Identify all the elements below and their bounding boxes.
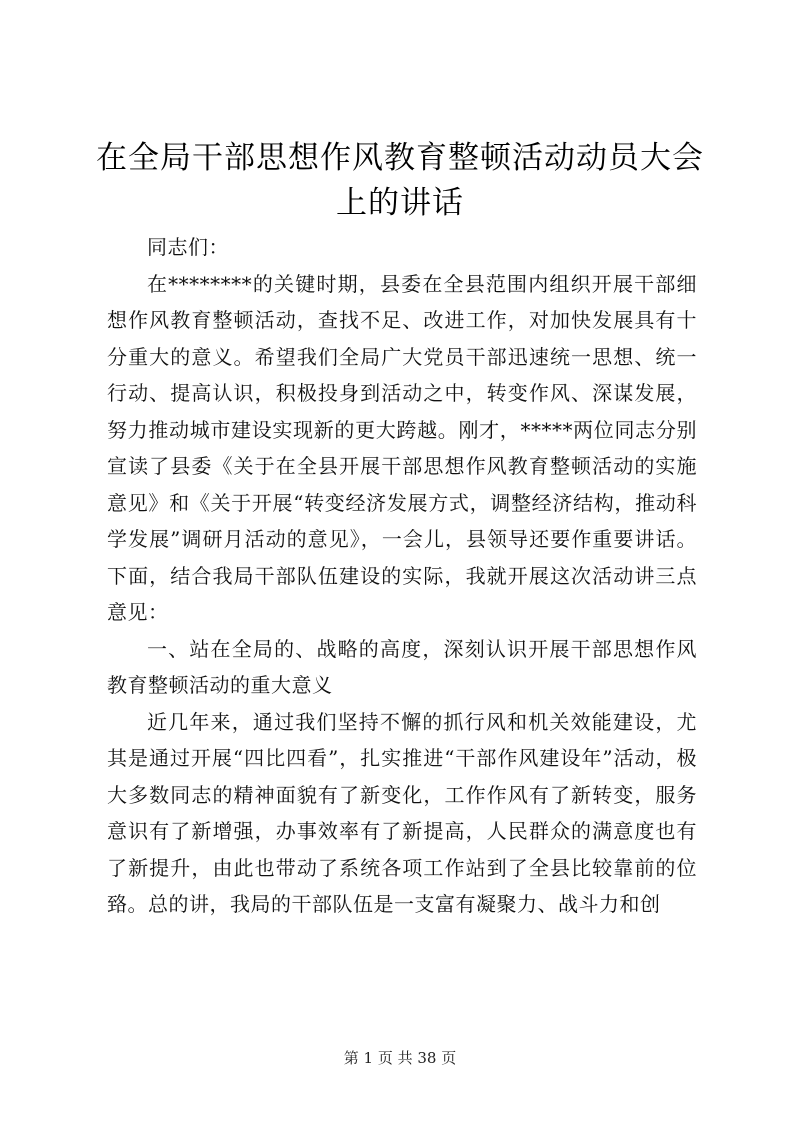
body-paragraph: 近几年来，通过我们坚持不懈的抓行风和机关效能建设，尤其是通过开展“四比四看”，扎实推进“干部作风建设年”活动，极大多数同志的精神面貌有了新变化，工作作风有了新转变，服务意识有了新增强，办事效率有了新提高，人民群众的满意度也有了新提升，由此也带动了系统各项工作站到了全县比较靠前的位臵。总的讲，我局的干部队伍是一支富有凝聚力、战斗力和创 [107,709,697,916]
section-heading-paragraph: 一、站在全局的、战略的高度，深刻认识开展干部思想作风教育整顿活动的重大意义 [107,636,697,697]
page-footer: 第 1 页 共 38 页 [343,1049,457,1067]
document-body [107,229,697,923]
salutation-paragraph: 同志们： [147,235,229,259]
intro-paragraph: 在********的关键时期，县委在全县范围内组织开展干部细想作风教育整顿活动，查找不足、改进工作，对加快发展具有十分重大的意义。希望我们全局广大党员干部迅速统一思想、统一行动、提高认识，积极投身到活动之中，转变作风、深谋发展，努力推动城市建设实现新的更大跨越。刚才，*****两位同志分别宣读了县委《关于在全县开展干部思想作风教育整顿活动的实施意见》和《关于开展“转变经济发展方式，调整经济结构，推动科学发展”调研月活动的意见》，一会儿，县领导还要作重要讲话。下面，结合我局干部队伍建设的实际，我就开展这次活动讲三点意见： [107,271,697,624]
page-title: 在全局干部思想作风教育整顿活动动员大会上的讲话 [96,140,704,221]
